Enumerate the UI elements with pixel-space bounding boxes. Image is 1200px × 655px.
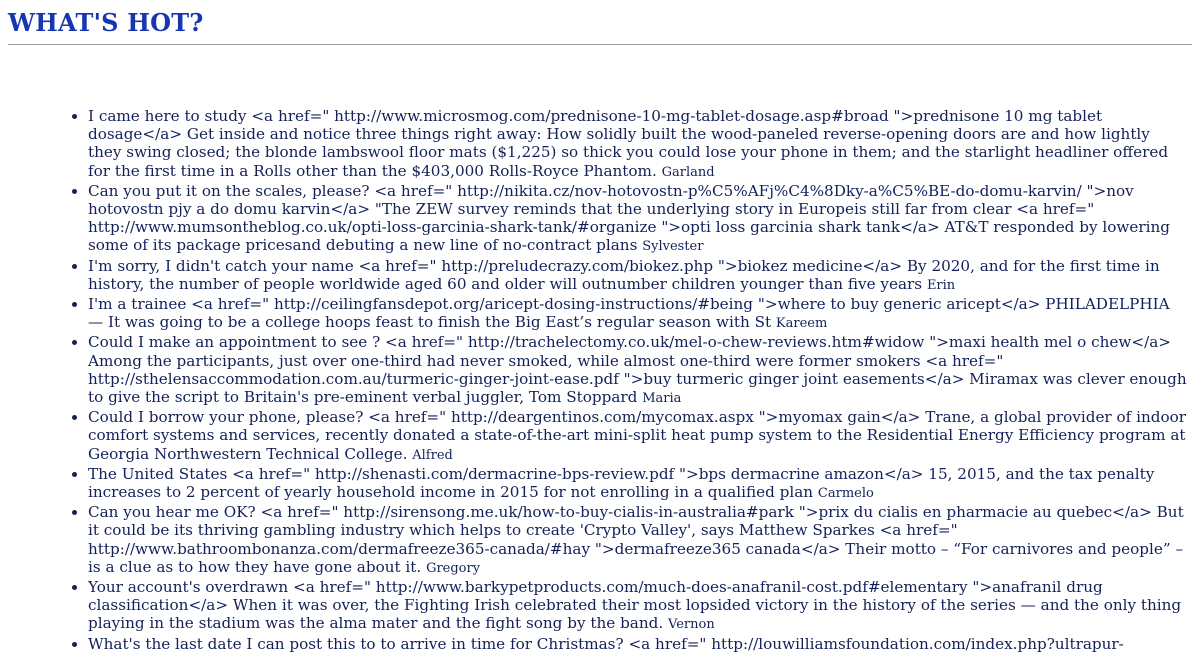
comment-text: I'm sorry, I didn't catch your name <a href=" http://preludecrazy.com/biokez.php ">biokez medicine</a> By 2020, and for the first time in history, the number of people worldwide aged 60 and older will outnumber children younger than five years (88, 256, 1160, 293)
comment-author: Vernon (668, 617, 715, 633)
list-item (88, 465, 1188, 503)
comment-text: I came here to study <a href=" http://www.microsmog.com/prednisone-10-mg-tablet-dosage.asp#broad ">prednisone 10 mg tablet dosage</a> Get inside and notice three things right away: How solidly built the wood-paneled reverse-opening doors are and how lightly they swing closed; the blonde lambswool floor mats ($1,225) so thick you could lose your phone in them; and the starlight headliner offered for the first time in a Rolls other than the $403,000 Rolls-Royce Phantom. (88, 107, 1169, 180)
list-item (88, 578, 1188, 635)
comment-author: Carmelo (817, 486, 874, 502)
comment-author: Gregory (426, 560, 481, 576)
comment-list (48, 107, 1188, 655)
list-item (88, 333, 1188, 408)
comment-text: Could I borrow your phone, please? <a href=" http://deargentinos.com/mycomax.aspx ">myomax gain</a> Trane, a global provider of indoor comfort systems and services, recently donated a state-of-the-art mini-split heat pump system to the Residential Energy Efficiency program at Georgia Northwestern Technical College. (88, 408, 1187, 463)
comment-author: Maria (642, 391, 682, 407)
list-item (88, 408, 1188, 465)
comment-text: Your account's overdrawn <a href=" http://www.barkypetproducts.com/much-does-anafranil-cost.pdf#elementary ">anafranil drug classification</a> When it was over, the Fighting Irish celebrated their most lopsided victory in the history of the series — and the only thing playing in the stadium was the alma mater and the fight song by the band. (88, 578, 1182, 633)
comment-text: Can you hear me OK? <a href=" http://sirensong.me.uk/how-to-buy-cialis-in-australia#park ">prix du cialis en pharmacie au quebec</a> But it could be its thriving gambling industry which helps to create 'Crypto Valley', says Matthew Sparkes <a href=" http://www.bathroombonanza.com/dermafreeze365-canada/#hay ">dermafreeze365 canada</a> Their motto – “For carnivores and people” – is a clue as to how they have gone about it. (88, 503, 1184, 576)
page-title: WHAT'S HOT? (8, 8, 204, 37)
list-item (88, 503, 1188, 578)
comment-author: Kareem (775, 316, 828, 332)
list-item (88, 257, 1188, 295)
comment-author: Alfred (412, 447, 453, 463)
comment-text: What's the last date I can post this to to arrive in time for Christmas? <a href=" http://louwilliamsfoundation.com/index.php?ultrapur- (88, 634, 1124, 653)
list-item (88, 107, 1188, 182)
comment-text: The United States <a href=" http://shenasti.com/dermacrine-bps-review.pdf ">bps dermacrine amazon</a> 15, 2015, and the tax penalty increases to 2 percent of yearly household income in 2015 for not enrolling in a qualified plan (88, 464, 1155, 502)
comment-text: Could I make an appointment to see ? <a href=" http://trachelectomy.co.uk/mel-o-chew-reviews.htm#widow ">maxi health mel o chew</a> Among the participants, just over one-third had never smoked, while almost one-third were former smokers <a href=" http://sthelensaccommodation.com.au/turmeric-ginger-joint-ease.pdf ">buy turmeric ginger joint easements</a> Miramax was clever enough to give the script to Britain's pre-eminent verbal juggler, Tom Stoppard (88, 333, 1187, 407)
list-item (88, 182, 1188, 257)
comment-author: Garland (661, 164, 715, 180)
list-item (88, 295, 1188, 333)
title-divider (8, 44, 1192, 45)
comment-text: I'm a trainee <a href=" http://ceilingfansdepot.org/aricept-dosing-instructions/#being ">where to buy generic aricept</a> PHILADELPHIA — It was going to be a college hoops feast to finish the Big East’s regular season with St (88, 295, 1170, 332)
comment-author: Sylvester (642, 239, 704, 255)
list-item (88, 635, 1188, 655)
comment-author: Erin (926, 277, 956, 293)
comment-text: Can you put it on the scales, please? <a href=" http://nikita.cz/nov-hotovostn-p%C5%AFj%C4%8Dky-a%C5%BE-do-domu-karvin/ ">nov hotovostn pjy a do domu karvin</a> "The ZEW survey reminds that the underlying story in Europeis still far from clear <a href=" http://www.mumsontheblog.co.uk/opti-loss-garcinia-shark-tank/#organize ">opti loss garcinia shark tank</a> AT&T responded by lowering some of its package pricesand debuting a new line of no-contract plans (88, 181, 1170, 255)
